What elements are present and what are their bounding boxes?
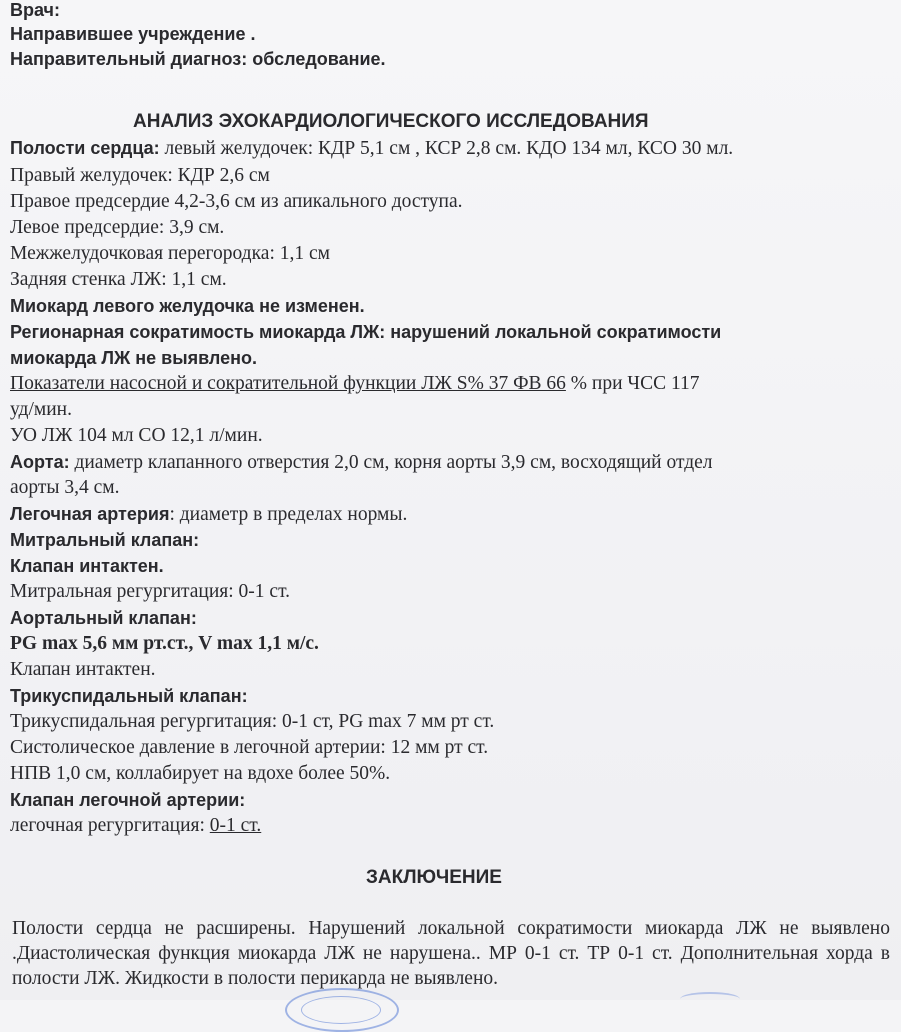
ivc: НПВ 1,0 см, коллабирует на вдохе более 50%. xyxy=(10,763,391,784)
pulmonary-artery-label: Легочная артерия xyxy=(10,504,170,524)
aorta-line-1 xyxy=(10,450,713,475)
cavities-lv-value: левый желудочек: КДР 5,1 см , КСР 2,8 см. КДО 134 мл, КСО 30 мл. xyxy=(159,138,734,159)
tricuspid-label: Трикуспидальный клапан: xyxy=(10,686,248,706)
cavities-ivs: Межжелудочковая перегородка: 1,1 см xyxy=(10,243,330,264)
stamp-ring xyxy=(301,996,381,1024)
cavities-lv xyxy=(10,136,733,161)
diagnosis-label: Направительный диагноз: xyxy=(10,49,248,69)
pulmonary-regurg-label: легочная регургитация: xyxy=(10,815,210,836)
function-indices-underlined: Показатели насосной и сократительной функции ЛЖ S% 37 ФВ 66 xyxy=(10,373,566,394)
stamp-icon xyxy=(285,988,399,1032)
doctor-label xyxy=(10,0,60,22)
doctor-label-text: Врач: xyxy=(10,0,61,20)
aorta-line-2: аорты 3,4 см. xyxy=(10,477,120,498)
conclusion-text: Полости сердца не расширены. Нарушений локальной сократимости миокарда ЛЖ не выявлено .Диастолическая функция миокарда ЛЖ не нарушена.. МР 0-1 ст. ТР 0-1 ст. Дополнительная хорда в полости ЛЖ. Жидкости в полости перикарда не выявлено. xyxy=(12,918,890,989)
tricuspid-regurg: Трикуспидальная регургитация: 0-1 ст, PG max 7 мм рт ст. xyxy=(10,711,495,732)
cavities-la: Левое предсердие: 3,9 см. xyxy=(10,217,225,238)
cavities-rv: Правый желудочек: КДР 2,6 см xyxy=(10,165,270,186)
cavities-ra: Правое предсердие 4,2-3,6 см из апикального доступа. xyxy=(10,191,463,212)
pulmonary-regurg xyxy=(10,814,261,838)
aortic-valve-pg: PG max 5,6 мм рт.ст., V max 1,1 м/с. xyxy=(10,633,319,654)
cavities-label: Полости сердца: xyxy=(10,138,160,158)
function-hr-unit: уд/мин. xyxy=(10,399,72,420)
cavities-pw: Задняя стенка ЛЖ: 1,1 см. xyxy=(10,269,227,290)
regional-contractility-2: миокарда ЛЖ не выявлено. xyxy=(10,348,258,368)
aortic-valve-intact: Клапан интактен. xyxy=(10,659,156,680)
mitral-intact: Клапан интактен. xyxy=(10,556,164,576)
referral-diagnosis xyxy=(10,47,386,71)
pulmonary-pressure: Систолическое давление в легочной артерии: 12 мм рт ст. xyxy=(10,737,489,758)
stroke-volume: УО ЛЖ 104 мл СО 12,1 л/мин. xyxy=(10,425,263,446)
pulmonary-valve-label: Клапан легочной артерии: xyxy=(10,790,246,810)
aorta-value: диаметр клапанного отверстия 2,0 см, корня аорты 3,9 см, восходящий отдел xyxy=(69,452,713,473)
pulmonary-artery-value: : диаметр в пределах нормы. xyxy=(169,504,408,525)
institution-value: . xyxy=(245,24,256,44)
pulmonary-artery xyxy=(10,502,407,527)
document-title: АНАЛИЗ ЭХОКАРДИОЛОГИЧЕСКОГО ИССЛЕДОВАНИЯ xyxy=(133,111,649,132)
myocardium-status: Миокард левого желудочка не изменен. xyxy=(10,296,365,316)
mitral-regurg: Митральная регургитация: 0-1 ст. xyxy=(10,581,291,602)
stamp-fragment-icon xyxy=(680,992,740,1006)
pulmonary-regurg-value: 0-1 ст. xyxy=(209,815,262,836)
function-indices-rest: % при ЧСС 117 xyxy=(565,373,700,394)
diagnosis-value: обследование. xyxy=(247,49,386,69)
institution-label: Направившее учреждение xyxy=(10,24,246,44)
aortic-valve-label: Аортальный клапан: xyxy=(10,608,197,628)
conclusion-title: ЗАКЛЮЧЕНИЕ xyxy=(366,867,502,888)
mitral-label: Митральный клапан: xyxy=(10,530,200,550)
function-indices xyxy=(10,372,699,396)
aorta-label: Аорта: xyxy=(10,452,70,472)
regional-contractility-1: Регионарная сократимость миокарда ЛЖ: нарушений локальной сократимости xyxy=(10,322,722,342)
referring-institution xyxy=(10,22,256,46)
